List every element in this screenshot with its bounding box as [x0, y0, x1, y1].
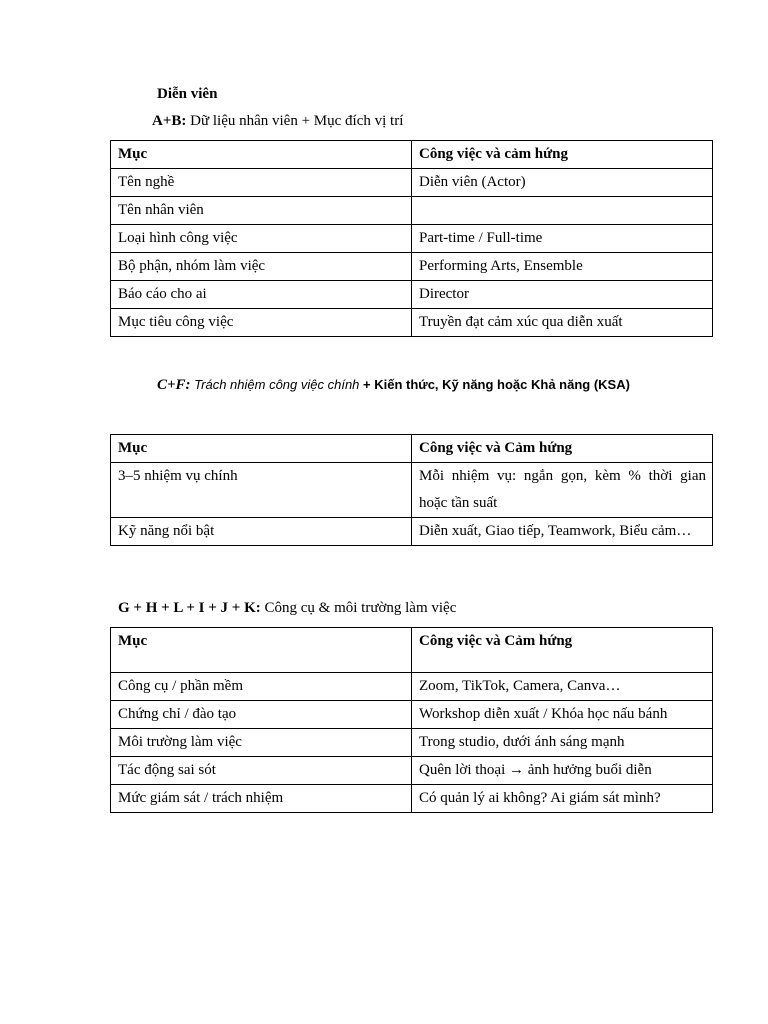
header-cell: Mục [111, 435, 412, 463]
table-cell: Bộ phận, nhóm làm việc [111, 253, 412, 281]
table-cell: Quên lời thoại → ảnh hưởng buổi diễn [412, 757, 713, 785]
table-row [111, 757, 713, 785]
header-cell: Mục [111, 628, 412, 673]
table-header-row [111, 628, 713, 673]
table-cell: Báo cáo cho ai [111, 281, 412, 309]
table-row [111, 309, 713, 337]
table-cell: Part-time / Full-time [412, 225, 713, 253]
tools-environment-table [110, 627, 713, 813]
table-row [111, 673, 713, 701]
table-row [111, 253, 713, 281]
table-row [111, 518, 713, 546]
table-cell [412, 197, 713, 225]
table-row [111, 701, 713, 729]
page-title: Diễn viên [157, 86, 218, 102]
table-cell: Kỹ năng nổi bật [111, 518, 412, 546]
table-cell: Loại hình công việc [111, 225, 412, 253]
table-row [111, 281, 713, 309]
section-heading-prefix: C+F: [157, 377, 191, 393]
header-cell: Công việc và Cảm hứng [412, 628, 713, 673]
table-cell: Diễn viên (Actor) [412, 169, 713, 197]
table-cell: Công cụ / phần mềm [111, 673, 412, 701]
table-row [111, 729, 713, 757]
table-header-row [111, 141, 713, 169]
table-cell: Tên nghề [111, 169, 412, 197]
header-cell: Công việc và cảm hứng [412, 141, 713, 169]
section-heading-prefix: A+B: [152, 113, 187, 129]
section-heading-text: Công cụ & môi trường làm việc [260, 600, 457, 616]
table-cell: Director [412, 281, 713, 309]
section-heading-bold-text: + Kiến thức, Kỹ năng hoặc Khả năng (KSA) [359, 377, 630, 392]
table-cell: Trong studio, dưới ánh sáng mạnh [412, 729, 713, 757]
section-heading-tools [118, 600, 456, 617]
header-cell: Mục [111, 141, 412, 169]
header-cell: Công việc và Cảm hứng [412, 435, 713, 463]
table-cell: Mức giám sát / trách nhiệm [111, 785, 412, 813]
table-cell: Môi trường làm việc [111, 729, 412, 757]
section-heading-ab [152, 113, 403, 130]
table-cell: 3–5 nhiệm vụ chính [111, 463, 412, 518]
table-cell: Zoom, TikTok, Camera, Canva… [412, 673, 713, 701]
table-cell: Workshop diễn xuất / Khóa học nấu bánh [412, 701, 713, 729]
responsibilities-table [110, 434, 713, 546]
table-header-row [111, 435, 713, 463]
table-cell: Performing Arts, Ensemble [412, 253, 713, 281]
table-row [111, 463, 713, 518]
section-heading-text: Dữ liệu nhân viên + Mục đích vị trí [186, 113, 404, 129]
table-cell: Tên nhân viên [111, 197, 412, 225]
table-cell: Chứng chỉ / đào tạo [111, 701, 412, 729]
table-cell: Mục tiêu công việc [111, 309, 412, 337]
table-cell: Diễn xuất, Giao tiếp, Teamwork, Biểu cảm… [412, 518, 713, 546]
section-heading-cf [157, 377, 630, 394]
table-cell: Truyền đạt cảm xúc qua diễn xuất [412, 309, 713, 337]
employee-data-table [110, 140, 713, 337]
table-row [111, 197, 713, 225]
table-row [111, 225, 713, 253]
table-row [111, 785, 713, 813]
section-heading-italic-text: Trách nhiệm công việc chính [190, 377, 360, 392]
table-row [111, 169, 713, 197]
table-cell: Mỗi nhiệm vụ: ngắn gọn, kèm % thời gian hoặc tần suất [412, 463, 713, 518]
section-heading-prefix: G + H + L + I + J + K: [118, 600, 261, 616]
table-cell: Có quản lý ai không? Ai giám sát mình? [412, 785, 713, 813]
table-cell: Tác động sai sót [111, 757, 412, 785]
